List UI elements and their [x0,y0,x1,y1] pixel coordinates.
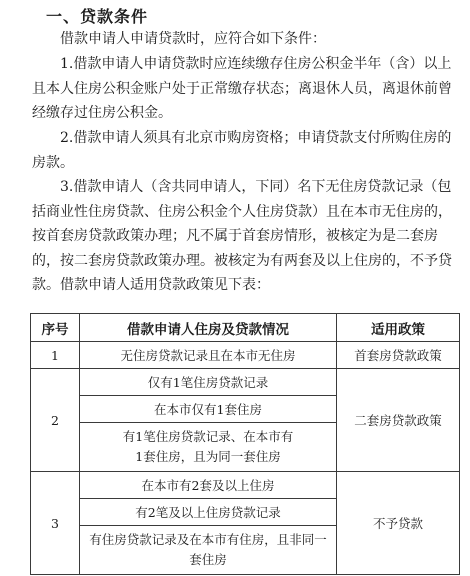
situation-cell: 在本市仅有1套住房 [80,396,337,423]
table-row [31,342,460,369]
section-heading: 一、贷款条件 [46,7,149,26]
intro-paragraph [32,27,452,52]
policy-cell: 不予贷款 [337,472,460,575]
condition-2-paragraph: 2.借款申请人须具有北京市购房资格；申请贷款支付所购住房的房款。 [32,130,452,171]
situation-cell: 在本市有2套及以上住房 [80,472,337,499]
policy-cell: 首套房贷款政策 [337,342,460,369]
row-no-cell: 1 [31,342,80,369]
table-row [31,472,460,499]
situation-cell: 有2笔及以上住房贷款记录 [80,499,337,526]
condition-3-paragraph: 3.借款申请人（含共同申请人，下同）名下无住房贷款记录（包括商业性住房贷款、住房公积金个人住房贷款）且在本市无住房的，按首套房贷款政策办理；凡不属于首套房情形，被核定为是二套房的，按二套房贷款政策办理。被核定为有两套及以上住房的，不予贷款。借款申请人适用贷款政策见下表： [32,179,452,293]
header-situation: 借款申请人住房及贷款情况 [80,314,337,342]
row-no-cell: 2 [31,369,80,472]
header-policy: 适用政策 [337,314,460,342]
loan-policy-table [30,313,460,575]
row-no-cell: 3 [31,472,80,575]
intro-text: 借款申请人申请贷款时，应符合如下条件： [60,31,326,47]
situation-cell: 无住房贷款记录且在本市无住房 [80,342,337,369]
situation-cell: 仅有1笔住房贷款记录 [80,369,337,396]
table-row [31,369,460,396]
policy-cell: 二套房贷款政策 [337,369,460,472]
situation-cell: 有1笔住房贷款记录、在本市有1套住房，且为同一套住房 [80,423,337,472]
condition-1-paragraph: 1.借款申请人申请贷款时应连续缴存住房公积金半年（含）以上且本人住房公积金账户处于正常缴存状态；离退休人员，离退休前曾经缴存过住房公积金。 [32,56,452,121]
situation-cell: 有住房贷款记录及在本市有住房，且非同一套住房 [80,526,337,575]
table-header-row [31,314,460,342]
header-no: 序号 [31,314,80,342]
